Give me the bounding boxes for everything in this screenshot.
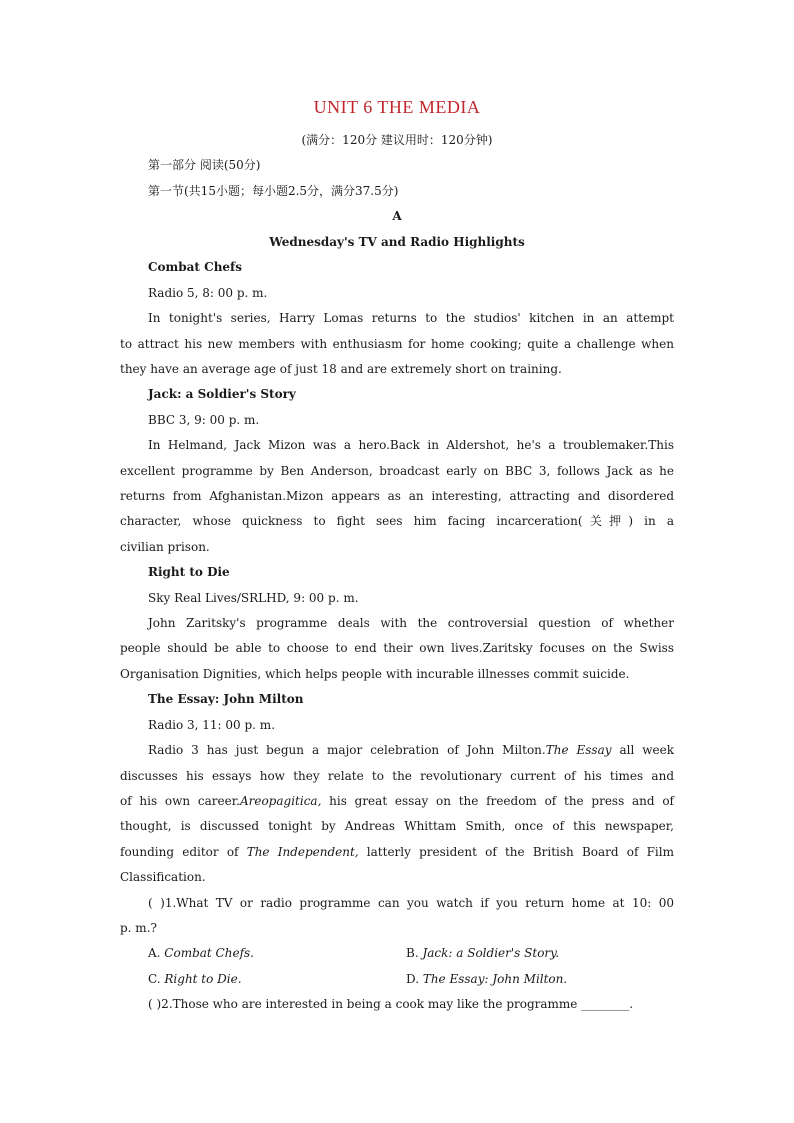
- paragraph-line: excellent programme by Ben Anderson, broadcast early on BBC 3, follows Jack as he: [120, 464, 674, 478]
- paragraph-line: they have an average age of just 18 and are extremely short on training.: [120, 362, 562, 376]
- paragraph-line: In Helmand, Jack Mizon was a hero.Back in Aldershot, he's a troublemaker.This: [148, 438, 674, 452]
- programme-time: Radio 5, 8: 00 p. m.: [148, 286, 268, 300]
- paragraph-line: Classification.: [120, 870, 206, 884]
- paragraph-line: to attract his new members with enthusiasm for home cooking; quite a challenge when: [120, 337, 674, 351]
- option-c: C. Right to Die.: [148, 972, 242, 986]
- part-heading: 第一部分 阅读(50分): [148, 158, 261, 172]
- paragraph-line: people should be able to choose to end their own lives.Zaritsky focuses on the Swiss: [120, 641, 674, 655]
- programme-title-combat-chefs: Combat Chefs: [148, 260, 242, 274]
- paragraph-line: thought, is discussed tonight by Andreas Whittam Smith, once of this newspaper,: [120, 819, 674, 833]
- paragraph-line: In tonight's series, Harry Lomas returns to the studios' kitchen in an attempt: [148, 311, 674, 325]
- programme-title-jack: Jack: a Soldier's Story: [148, 387, 296, 401]
- question-1-stem: ( )1.What TV or radio programme can you watch if you return home at 10: 00: [148, 896, 674, 910]
- passage-label: A: [392, 209, 402, 223]
- programme-time: BBC 3, 9: 00 p. m.: [148, 413, 260, 427]
- paragraph-line: Radio 3 has just begun a major celebration of John Milton.The Essay all week: [148, 743, 674, 757]
- section-heading: 第一节(共15小题；每小题2.5分，满分37.5分): [148, 184, 399, 198]
- unit-title: UNIT 6 THE MEDIA: [313, 97, 481, 117]
- paragraph-line: of his own career.Areopagitica, his great essay on the freedom of the press and of: [120, 794, 675, 808]
- programme-time: Radio 3, 11: 00 p. m.: [148, 718, 276, 732]
- option-b: B. Jack: a Soldier's Story.: [406, 946, 560, 960]
- paragraph-line: Organisation Dignities, which helps people with incurable illnesses commit suicide.: [120, 667, 630, 681]
- question-2-stem: ( )2.Those who are interested in being a cook may like the programme ________.: [148, 997, 634, 1011]
- option-a: A. Combat Chefs.: [148, 946, 254, 960]
- programme-title-right-to-die: Right to Die: [148, 565, 230, 579]
- paragraph-line: character, whose quickness to fight sees him facing incarceration(关押) in a: [120, 514, 674, 528]
- question-1-stem-cont: p. m.?: [120, 921, 157, 935]
- paragraph-line: John Zaritsky's programme deals with the controversial question of whether: [148, 616, 674, 630]
- passage-heading: Wednesday's TV and Radio Highlights: [269, 235, 525, 249]
- paragraph-line: discusses his essays how they relate to the revolutionary current of his times and: [120, 769, 674, 783]
- exam-info: (满分：120分 建议用时：120分钟): [301, 133, 493, 147]
- option-d: D. The Essay: John Milton.: [406, 972, 568, 986]
- paragraph-line: returns from Afghanistan.Mizon appears as an interesting, attracting and disordered: [120, 489, 674, 503]
- programme-title-the-essay: The Essay: John Milton: [148, 692, 304, 706]
- paragraph-line: founding editor of The Independent, latterly president of the British Board of Film: [120, 845, 674, 859]
- programme-time: Sky Real Lives/SRLHD, 9: 00 p. m.: [148, 591, 359, 605]
- paragraph-line: civilian prison.: [120, 540, 210, 554]
